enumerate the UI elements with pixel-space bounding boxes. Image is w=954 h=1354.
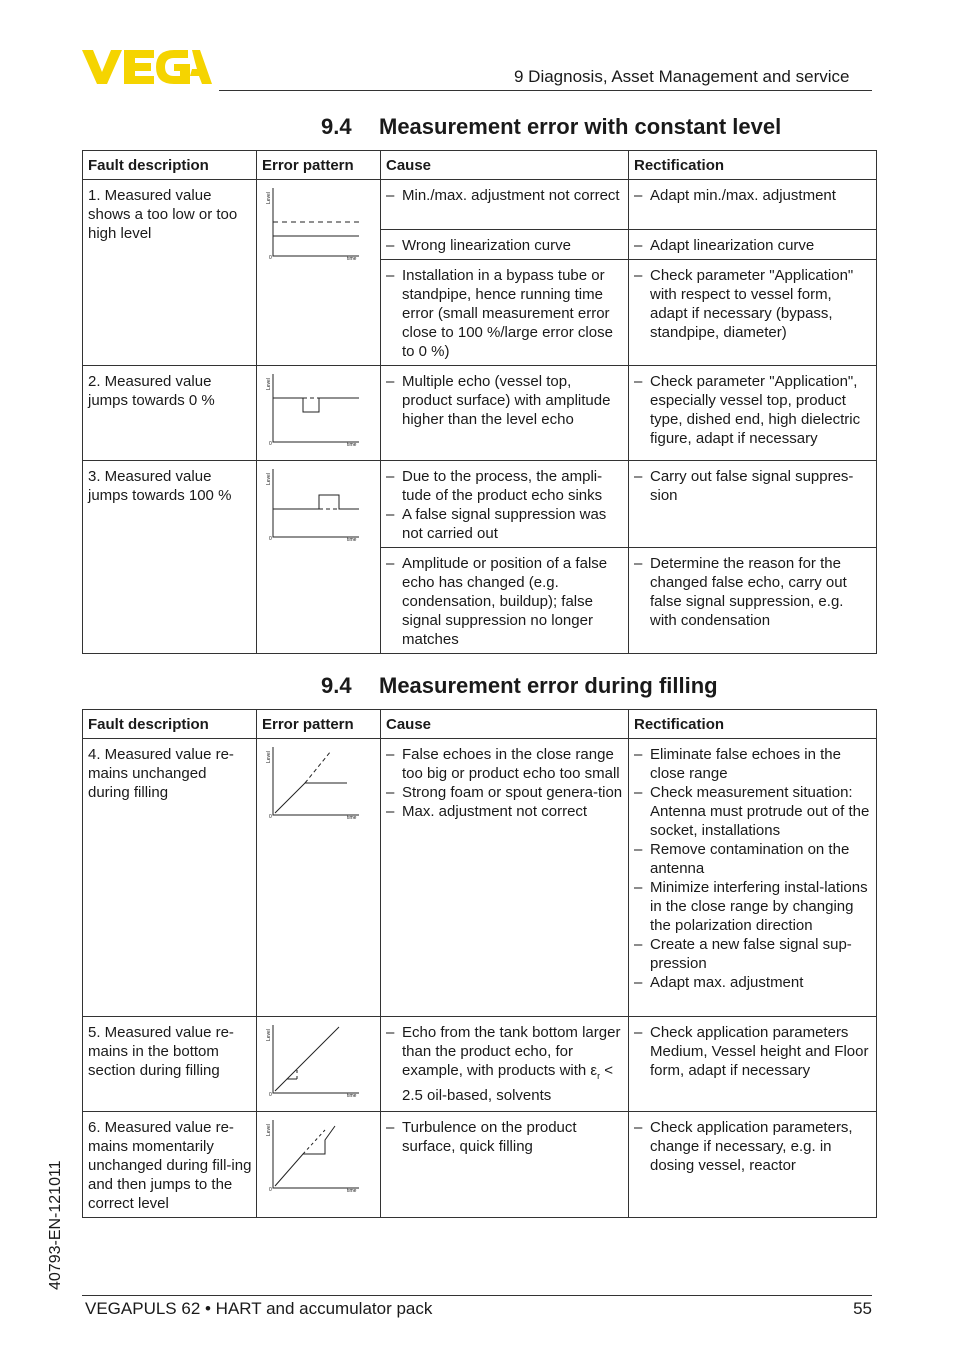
error-pattern-graph [263, 743, 363, 819]
graph-y-label: Level [266, 473, 272, 485]
col-header-pattern: Error pattern [257, 710, 381, 739]
epsilon-symbol: ε [590, 1062, 598, 1079]
graph-axes [273, 374, 359, 442]
section-number: 9.4 [321, 114, 352, 139]
graph-origin-label: 0 [269, 255, 272, 260]
list-item: – Installation in a bypass tube or standpipe, hence running time error (small measurement error close to 100 %/large error close to 0 %) [386, 266, 624, 361]
graph-origin-label: 0 [269, 1092, 272, 1097]
rectification-list [634, 186, 872, 205]
error-pattern-graph [263, 184, 363, 260]
list-item: – Adapt min./max. adjustment [634, 186, 872, 205]
rectification-cell [629, 739, 877, 1017]
rectification-cell [629, 1112, 877, 1218]
fault-description: 5. Measured value re-mains in the bottom section during filling [83, 1017, 257, 1112]
rectification-list [634, 1118, 872, 1175]
graph-curve [287, 1027, 339, 1079]
col-header-cause: Cause [381, 710, 629, 739]
cause-cell [381, 1017, 629, 1112]
rectification-cell [629, 260, 877, 366]
header-rule [219, 90, 872, 91]
graph-x-label: time [347, 815, 357, 819]
graph-curve [273, 495, 359, 509]
list-item: – Create a new false signal sup-pression [634, 935, 872, 973]
error-pattern-cell [257, 461, 381, 654]
list-item: – Due to the process, the ampli-tude of the product echo sinks [386, 467, 624, 505]
col-header-rectification: Rectification [629, 710, 877, 739]
document-code: 40793-EN-121011 [47, 1160, 64, 1290]
graph-axes [273, 1025, 359, 1093]
col-header-rectification: Rectification [629, 151, 877, 180]
table-row [83, 366, 877, 461]
cause-list [386, 554, 624, 649]
cause-cell [381, 1112, 629, 1218]
rectification-list [634, 745, 872, 992]
graph-y-label: Level [266, 1029, 272, 1041]
list-item: – Check application parameters, change if necessary, e.g. in dosing vessel, reactor [634, 1118, 872, 1175]
error-pattern-cell [257, 366, 381, 461]
list-item: – Wrong linearization curve [386, 236, 624, 255]
graph-origin-label: 0 [269, 441, 272, 446]
list-item: – Minimize interfering instal-lations in the close range by changing the polarization direction [634, 878, 872, 935]
cause-item [386, 1023, 624, 1105]
cause-list [386, 745, 624, 821]
rectification-cell [629, 548, 877, 654]
rectification-list [634, 372, 872, 448]
graph-curve [275, 1126, 335, 1186]
graph-curve [275, 1079, 297, 1091]
list-item: – Max. adjustment not correct [386, 802, 624, 821]
rectification-list [634, 554, 872, 630]
error-pattern-graph [263, 465, 363, 541]
list-item: – Amplitude or position of a false echo has changed (e.g. condensation, buildup); false signal suppression no longer matches [386, 554, 624, 649]
cause-cell [381, 180, 629, 230]
list-item: – Eliminate false echoes in the close range [634, 745, 872, 783]
cause-list [386, 266, 624, 361]
error-pattern-cell [257, 1017, 381, 1112]
cause-list [386, 186, 624, 205]
cause-list [386, 372, 624, 429]
fault-description: 1. Measured value shows a too low or too high level [83, 180, 257, 366]
table-header-row [83, 710, 877, 739]
error-pattern-graph [263, 1116, 363, 1192]
running-section-header: 9 Diagnosis, Asset Management and service [514, 67, 850, 86]
graph-x-label: time [347, 1093, 357, 1097]
error-pattern-graph [263, 370, 363, 446]
rectification-list [634, 1023, 872, 1080]
list-item: – Check parameter "Application", especially vessel top, product type, dished end, high dielectric figure, adapt if necessary [634, 372, 872, 448]
graph-x-label: time [347, 442, 357, 446]
table-row [83, 180, 877, 230]
cause-cell [381, 739, 629, 1017]
list-item: – Multiple echo (vessel top, product surface) with amplitude higher than the level echo [386, 372, 624, 429]
list-item: – Check measurement situation: Antenna must protrude out of the socket, installations [634, 783, 872, 840]
graph-origin-label: 0 [269, 1187, 272, 1192]
page-number: 55 [853, 1299, 872, 1318]
cause-cell [381, 260, 629, 366]
error-pattern-cell [257, 1112, 381, 1218]
section-title-text: Measurement error during filling [379, 673, 718, 698]
rectification-list [634, 266, 872, 342]
graph-axes [273, 747, 359, 815]
col-header-pattern: Error pattern [257, 151, 381, 180]
col-header-fault: Fault description [83, 710, 257, 739]
list-item: – A false signal suppression was not carried out [386, 505, 624, 543]
graph-y-label: Level [266, 1124, 272, 1136]
epsilon-subscript: r [597, 1071, 601, 1081]
section-title-constant-level [321, 114, 781, 140]
col-header-cause: Cause [381, 151, 629, 180]
fault-description: 3. Measured value jumps towards 100 % [83, 461, 257, 654]
cause-list [386, 236, 624, 255]
table-header-row [83, 151, 877, 180]
graph-x-label: time [347, 537, 357, 541]
cause-text-tail: < 2.5 oil-based, solvents [402, 1062, 614, 1104]
error-pattern-cell [257, 180, 381, 366]
graph-origin-label: 0 [269, 536, 272, 541]
section-title-text: Measurement error with constant level [379, 114, 782, 139]
error-pattern-graph [263, 1021, 363, 1097]
rectification-list [634, 236, 872, 255]
fault-table-filling [82, 709, 877, 1218]
list-item: – Remove contamination on the antenna [634, 840, 872, 878]
rectification-cell [629, 230, 877, 260]
footer-title: VEGAPULS 62 • HART and accumulator pack [85, 1299, 433, 1318]
graph-x-label: time [347, 1188, 357, 1192]
col-header-fault: Fault description [83, 151, 257, 180]
cause-cell [381, 230, 629, 260]
table-row [83, 461, 877, 548]
graph-axes [273, 469, 359, 537]
rectification-cell [629, 1017, 877, 1112]
vega-logo [82, 50, 212, 84]
graph-curve [273, 398, 359, 412]
error-pattern-cell [257, 739, 381, 1017]
list-item: – Min./max. adjustment not correct [386, 186, 624, 205]
graph-curve [305, 751, 331, 783]
section-number: 9.4 [321, 673, 352, 698]
rectification-cell [629, 366, 877, 461]
table-row [83, 1112, 877, 1218]
graph-x-label: time [347, 256, 357, 260]
fault-table-constant-level [82, 150, 877, 654]
cause-cell [381, 366, 629, 461]
rectification-cell [629, 180, 877, 230]
cause-text: Echo from the tank bottom larger than the product echo, for example, with products with [402, 1024, 621, 1079]
graph-origin-label: 0 [269, 814, 272, 819]
cause-cell [381, 461, 629, 548]
fault-description: 4. Measured value re-mains unchanged during filling [83, 739, 257, 1017]
footer-rule [82, 1295, 872, 1296]
fault-description: 2. Measured value jumps towards 0 % [83, 366, 257, 461]
graph-y-label: Level [266, 751, 272, 763]
rectification-cell [629, 461, 877, 548]
cause-list [386, 467, 624, 543]
list-item: – Check application parameters Medium, Vessel height and Floor form, adapt if necessary [634, 1023, 872, 1080]
list-item: – Determine the reason for the changed false echo, carry out false signal suppression, e.g. with condensation [634, 554, 872, 630]
list-item: – False echoes in the close range too big or product echo too small [386, 745, 624, 783]
list-item: – Adapt linearization curve [634, 236, 872, 255]
list-item: – Adapt max. adjustment [634, 973, 872, 992]
cause-cell [381, 548, 629, 654]
graph-y-label: Level [266, 378, 272, 390]
list-item: – Turbulence on the product surface, quick filling [386, 1118, 624, 1156]
list-item: – Strong foam or spout genera-tion [386, 783, 624, 802]
section-title-filling [321, 673, 718, 699]
graph-curve [303, 1130, 325, 1154]
fault-description: 6. Measured value re-mains momentarily unchanged during fill-ing and then jumps to the correct level [83, 1112, 257, 1218]
graph-y-label: Level [266, 192, 272, 204]
list-item: – Check parameter "Application" with respect to vessel form, adapt if necessary (bypass, standpipe, diameter) [634, 266, 872, 342]
cause-list [386, 1118, 624, 1156]
cause-list [386, 1023, 624, 1105]
graph-curve [275, 783, 347, 813]
rectification-list [634, 467, 872, 505]
table-row [83, 739, 877, 1017]
list-item: – Carry out false signal suppres-sion [634, 467, 872, 505]
table-row [83, 1017, 877, 1112]
